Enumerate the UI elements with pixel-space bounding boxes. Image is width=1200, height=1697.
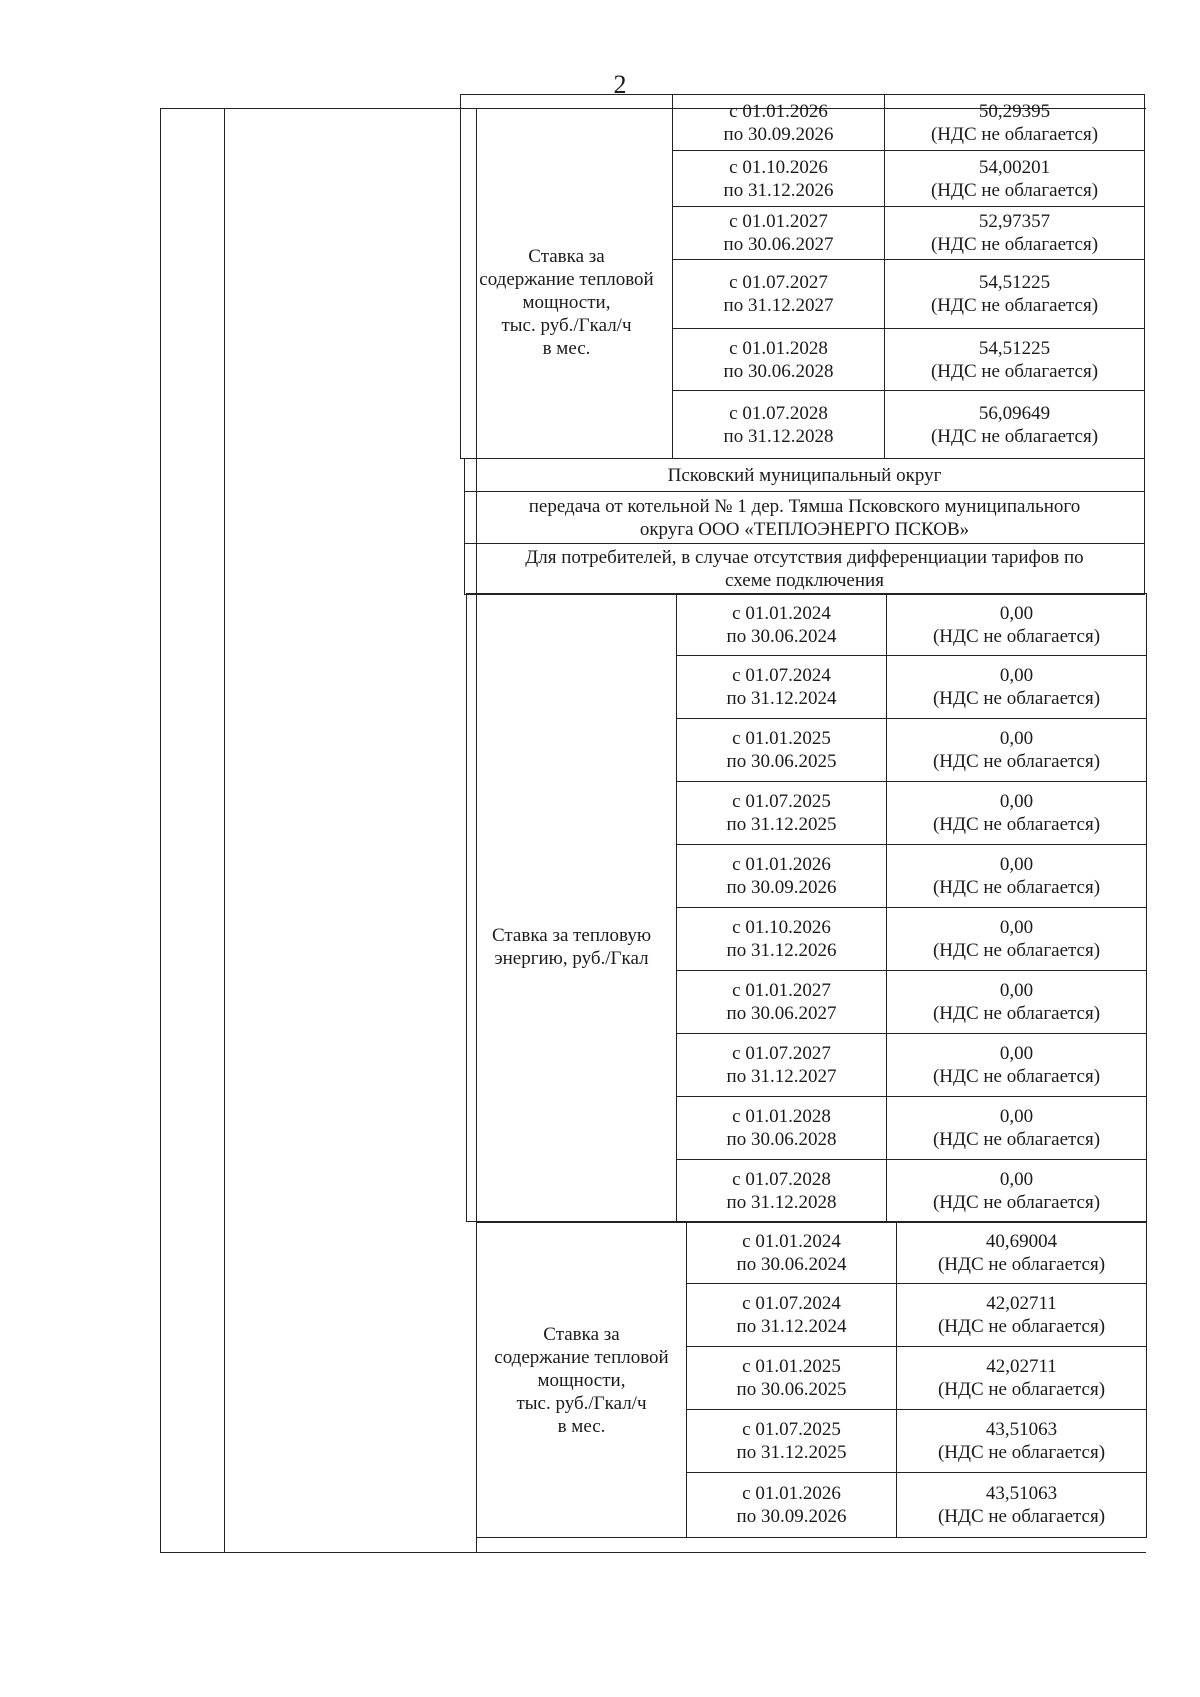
period-end: по 31.12.2024 [726,688,837,709]
rate-label-line: Ставка за тепловую [491,925,652,946]
period-end: по 30.06.2024 [736,1254,847,1275]
vat-note: (НДС не облагается) [932,1129,1101,1150]
value-cell [885,95,1145,151]
tariff-value: 56,09649 [978,402,1051,424]
value-cell [887,594,1147,656]
rate-label-line: Ставка за [543,1324,620,1345]
period-end: по 30.06.2025 [726,751,837,772]
tariff-value: 52,97357 [978,211,1051,232]
period-cell [687,1347,897,1410]
period-start: с 01.07.2028 [729,402,828,424]
tariff-value: 0,00 [999,854,1034,875]
period-start: с 01.01.2028 [732,1106,831,1127]
period-end: по 31.12.2027 [726,1066,837,1087]
value-cell [885,207,1145,260]
rate-label-line: в мес. [557,1416,606,1437]
vat-note: (НДС не облагается) [937,1379,1106,1400]
value-cell [897,1473,1147,1538]
vat-note: (НДС не облагается) [932,877,1101,898]
period-start: с 01.07.2027 [729,272,828,293]
rate-label-line: тыс. руб./Гкал/ч [501,315,632,336]
cell-text: передача от котельной № 1 дер. Тямша Псковского муниципального [528,495,1081,517]
rate-label-capacity-top [461,95,673,459]
period-cell [677,594,887,656]
municipality-row: Псковский муниципальный округ [465,459,1145,492]
vat-note: (НДС не облагается) [930,179,1099,201]
period-end: по 30.09.2026 [723,123,834,145]
period-cell [677,1160,887,1222]
value-cell [897,1284,1147,1347]
table-row [467,594,1147,656]
period-end: по 30.06.2025 [736,1379,847,1400]
rate-label-line: тыс. руб./Гкал/ч [516,1393,647,1414]
period-start: с 01.07.2024 [742,1293,841,1314]
period-start: с 01.07.2025 [732,791,831,812]
value-cell [887,908,1147,971]
value-cell [885,151,1145,207]
period-cell [677,845,887,908]
period-cell [677,1097,887,1160]
period-start: с 01.07.2024 [732,665,831,686]
period-end: по 31.12.2028 [723,425,834,447]
period-start: с 01.10.2026 [729,156,828,178]
period-start: с 01.01.2025 [742,1356,841,1377]
period-start: с 01.07.2027 [732,1043,831,1064]
vat-note: (НДС не облагается) [937,1506,1106,1527]
period-cell [687,1410,897,1473]
tariff-value: 0,00 [999,728,1034,749]
tariff-value: 42,02711 [986,1356,1057,1377]
page-number: 2 [613,70,627,99]
rate-label-line: энергию, руб./Гкал [494,948,649,969]
vat-note: (НДС не облагается) [932,814,1101,835]
period-start: с 01.07.2028 [732,1168,831,1190]
period-cell [673,207,885,260]
vat-note: (НДС не облагается) [930,123,1099,145]
period-cell [687,1223,897,1284]
table-row [465,544,1145,595]
tariff-value: 54,51225 [978,272,1051,293]
rate-label-line: содержание тепловой [494,1347,669,1368]
tariff-value: 42,02711 [986,1293,1057,1314]
tariff-value: 54,00201 [978,156,1051,178]
period-start: с 01.01.2027 [732,980,831,1001]
tariff-value: 0,00 [999,980,1034,1001]
period-cell [677,971,887,1034]
value-cell [885,260,1145,329]
tariff-value: 0,00 [999,1043,1034,1064]
vat-note: (НДС не облагается) [932,1003,1101,1024]
vat-note: (НДС не облагается) [932,688,1101,709]
vat-note: (НДС не облагается) [932,751,1101,772]
period-end: по 31.12.2026 [726,940,837,961]
column-divider-1 [224,108,225,1553]
tariff-value: 54,51225 [978,337,1051,359]
value-cell [897,1223,1147,1284]
period-end: по 30.09.2026 [736,1506,847,1527]
rate-label-line: содержание тепловой [479,269,654,290]
period-end: по 30.06.2027 [723,234,834,255]
period-cell [673,260,885,329]
table-row [465,459,1145,492]
value-cell [887,782,1147,845]
period-start: с 01.07.2025 [742,1419,841,1440]
table-section-header [464,458,1145,595]
table-block-energy [466,593,1147,1222]
period-end: по 30.06.2028 [726,1129,837,1150]
value-cell [885,329,1145,391]
tariff-value: 50,29395 [978,100,1051,122]
vat-note: (НДС не облагается) [937,1316,1106,1337]
period-cell [677,782,887,845]
tariff-value: 43,51063 [985,1419,1058,1440]
period-cell [677,719,887,782]
tariff-value: 0,00 [999,602,1034,624]
period-cell [673,95,885,151]
period-end: по 31.12.2028 [726,1191,837,1213]
period-cell [677,908,887,971]
period-end: по 31.12.2025 [736,1442,847,1463]
period-end: по 31.12.2025 [726,814,837,835]
period-start: с 01.01.2026 [742,1483,841,1504]
period-start: с 01.01.2028 [729,337,828,359]
period-end: по 30.06.2028 [723,360,834,382]
period-cell [673,329,885,391]
table-row [465,492,1145,544]
vat-note: (НДС не облагается) [930,295,1099,316]
cell-text: Для потребителей, в случае отсутствия дифференциации тарифов по [525,547,1084,568]
vat-note: (НДС не облагается) [930,234,1099,255]
rate-label-energy [467,594,677,1222]
period-start: с 01.01.2026 [729,100,828,122]
vat-note: (НДС не облагается) [930,360,1099,382]
period-cell [677,656,887,719]
table-row [477,1223,1147,1284]
value-cell [897,1410,1147,1473]
period-start: с 01.01.2027 [729,211,828,232]
vat-note: (НДС не облагается) [937,1442,1106,1463]
table-row [461,95,1145,151]
rate-label-line: Ставка за [528,246,605,267]
value-cell [887,1160,1147,1222]
period-end: по 31.12.2026 [723,179,834,201]
vat-note: (НДС не облагается) [930,425,1099,447]
vat-note: (НДС не облагается) [932,1066,1101,1087]
period-start: с 01.10.2026 [732,917,831,938]
period-cell [677,1034,887,1097]
vat-note: (НДС не облагается) [932,625,1101,647]
tariff-value: 0,00 [999,1168,1034,1190]
period-cell [687,1473,897,1538]
period-end: по 30.06.2027 [726,1003,837,1024]
rate-label-capacity [477,1223,687,1538]
period-end: по 30.06.2024 [726,625,837,647]
period-cell [673,391,885,459]
supplier-row [465,492,1145,544]
value-cell [885,391,1145,459]
value-cell [887,719,1147,782]
period-cell [673,151,885,207]
tariff-value: 0,00 [999,665,1034,686]
period-start: с 01.01.2024 [742,1231,841,1252]
tariff-value: 0,00 [999,917,1034,938]
rate-label-line: мощности, [522,292,611,313]
vat-note: (НДС не облагается) [932,940,1101,961]
consumers-row [465,544,1145,595]
tariff-value: 43,51063 [985,1483,1058,1504]
period-end: по 31.12.2024 [736,1316,847,1337]
period-cell [687,1284,897,1347]
table-block-top [460,94,1145,459]
value-cell [887,656,1147,719]
tariff-value: 0,00 [999,1106,1034,1127]
value-cell [897,1347,1147,1410]
value-cell [887,1034,1147,1097]
cell-text: округа ООО «ТЕПЛОЭНЕРГО ПСКОВ» [639,518,970,540]
period-start: с 01.01.2025 [732,728,831,749]
tariff-value: 0,00 [999,791,1034,812]
period-start: с 01.01.2026 [732,854,831,875]
rate-label-line: мощности, [537,1370,626,1391]
value-cell [887,845,1147,908]
value-cell [887,1097,1147,1160]
period-start: с 01.01.2024 [732,602,831,624]
table-block-capacity [476,1222,1147,1538]
tariff-value: 40,69004 [985,1231,1058,1252]
vat-note: (НДС не облагается) [937,1254,1106,1275]
rate-label-line: в мес. [542,338,591,359]
period-end: по 31.12.2027 [723,295,834,316]
value-cell [887,971,1147,1034]
cell-text: схеме подключения [725,570,884,591]
vat-note: (НДС не облагается) [932,1191,1101,1213]
period-end: по 30.09.2026 [726,877,837,898]
